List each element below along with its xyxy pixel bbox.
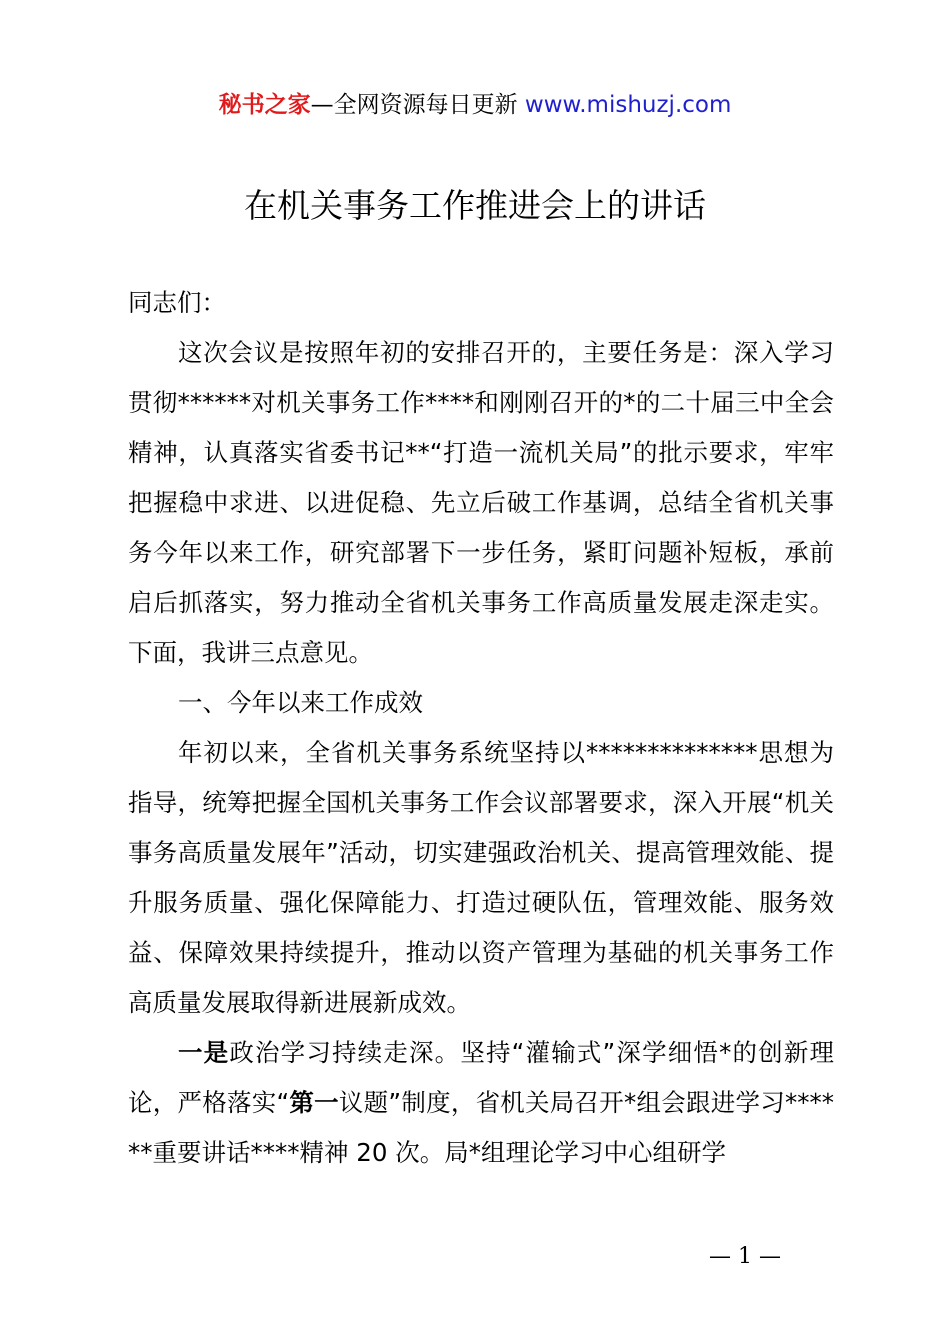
- paragraph: 年初以来，全省机关事务系统坚持以**************思想为指导，统筹把握全国机关事务工作会议部署要求，深入开展“机关事务高质量发展年”活动，切实建强政治机关、提高管理效能、提升服务质量、强化保障能力、打造过硬队伍，管理效能、服务效益、保障效果持续提升，推动以资产管理为基础的机关事务工作高质量发展取得新进展新成效。: [128, 738, 834, 1017]
- header-tagline: —全网资源每日更新: [310, 92, 518, 118]
- point-text: 议题”制度，省机关局召开*组会跟进学习******重要讲话****精神 20 次。局*组理论学习中心组研学: [128, 1088, 834, 1167]
- paragraph-point-1: [128, 1028, 834, 1178]
- page-number: — 1 —: [709, 1244, 781, 1269]
- point-emphasis: 第一: [289, 1088, 339, 1117]
- point-text: 政治学习持续走深。坚持“灌输式”深学细悟*的创新理论，严格落实“: [128, 1038, 835, 1117]
- paragraph: 这次会议是按照年初的安排召开的，主要任务是：深入学习贯彻******对机关事务工作****和刚刚召开的*的二十届三中全会精神，认真落实省委书记**“打造一流机关局”的批示要求，牢牢把握稳中求进、以进促稳、先立后破工作基调，总结全省机关事务今年以来工作，研究部署下一步任务，紧盯问题补短板，承前启后抓落实，努力推动全省机关事务工作高质量发展走深走实。下面，我讲三点意见。: [128, 338, 834, 667]
- salutation: 同志们：: [128, 288, 226, 317]
- site-url-link[interactable]: www.mishuzj.com: [524, 92, 732, 118]
- page-title: 在机关事务工作推进会上的讲话: [244, 186, 706, 225]
- section-heading: 一、今年以来工作成效: [178, 688, 423, 717]
- brand-name: 秘书之家: [218, 92, 311, 118]
- document-body: [128, 278, 834, 1178]
- header-banner: [0, 88, 950, 122]
- point-lead: 一是: [178, 1038, 230, 1067]
